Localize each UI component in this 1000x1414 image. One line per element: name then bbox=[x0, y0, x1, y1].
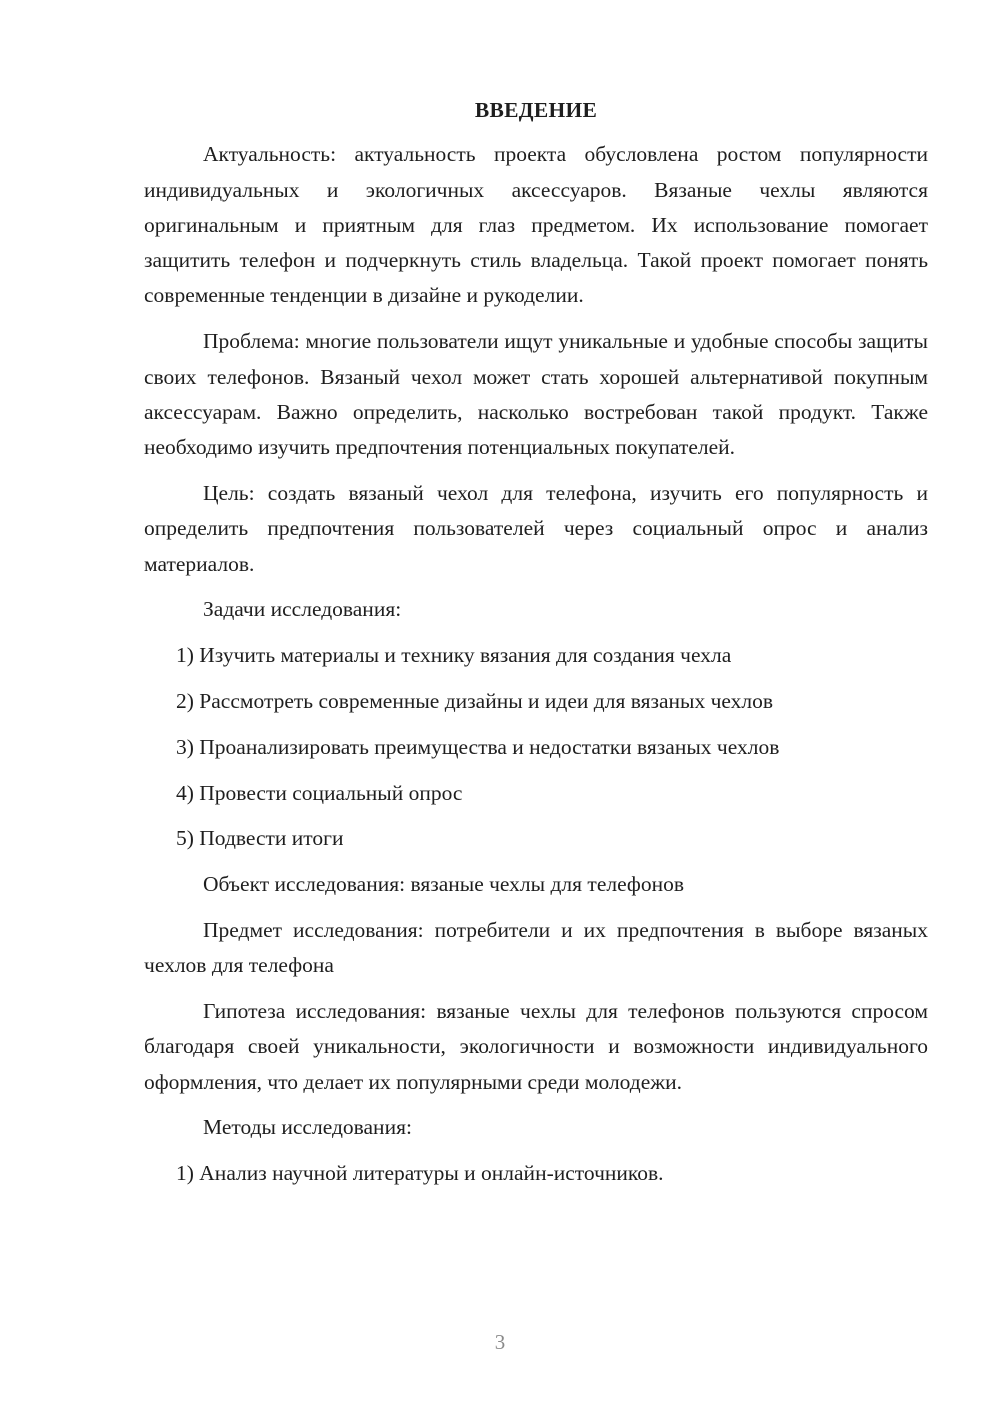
page-number: 3 bbox=[494, 1330, 506, 1354]
paragraph-hypothesis: Гипотеза исследования: вязаные чехлы для телефонов пользуются спросом благодаря своей уникальности, экологичности и возможности индивидуального оформления, что делает их популярными среди молодежи. bbox=[144, 999, 928, 1094]
task-item: 1) Изучить материалы и технику вязания для создания чехла bbox=[176, 643, 732, 668]
task-item: 2) Рассмотреть современные дизайны и идеи для вязаных чехлов bbox=[176, 688, 774, 713]
tasks-heading: Задачи исследования: bbox=[203, 597, 402, 622]
task-item: 4) Провести социальный опрос bbox=[176, 780, 463, 805]
page-content bbox=[144, 93, 928, 1202]
paragraph-object: Объект исследования: вязаные чехлы для телефонов bbox=[203, 872, 684, 897]
paragraph-subject: Предмет исследования: потребители и их предпочтения в выборе вязаных чехлов для телефона bbox=[144, 917, 928, 978]
paragraph-goal: Цель: создать вязаный чехол для телефона, изучить его популярность и определить предпочтения пользователей через социальный опрос и анализ материалов. bbox=[144, 480, 928, 576]
paragraph-problem: Проблема: многие пользователи ищут уникальные и удобные способы защиты своих телефонов. Вязаный чехол может стать хорошей альтернативой покупным аксессуарам. Важно определить, насколько востребован такой продукт. Также необходимо изучить предпочтения потенциальных покупателей. bbox=[144, 329, 928, 460]
method-item: 1) Анализ научной литературы и онлайн-источников. bbox=[176, 1161, 664, 1186]
paragraph-relevance: Актуальность: актуальность проекта обусловлена ростом популярности индивидуальных и экологичных аксессуаров. Вязаные чехлы являются оригинальным и приятным для глаз предметом. Их использование помогает защитить телефон и подчеркнуть стиль владельца. Такой проект помогает понять современные тенденции в дизайне и рукоделии. bbox=[144, 142, 928, 308]
task-item: 3) Проанализировать преимущества и недостатки вязаных чехлов bbox=[176, 734, 780, 759]
page-title: ВВЕДЕНИЕ bbox=[474, 98, 598, 122]
methods-heading: Методы исследования: bbox=[203, 1115, 412, 1140]
task-item: 5) Подвести итоги bbox=[176, 826, 344, 851]
